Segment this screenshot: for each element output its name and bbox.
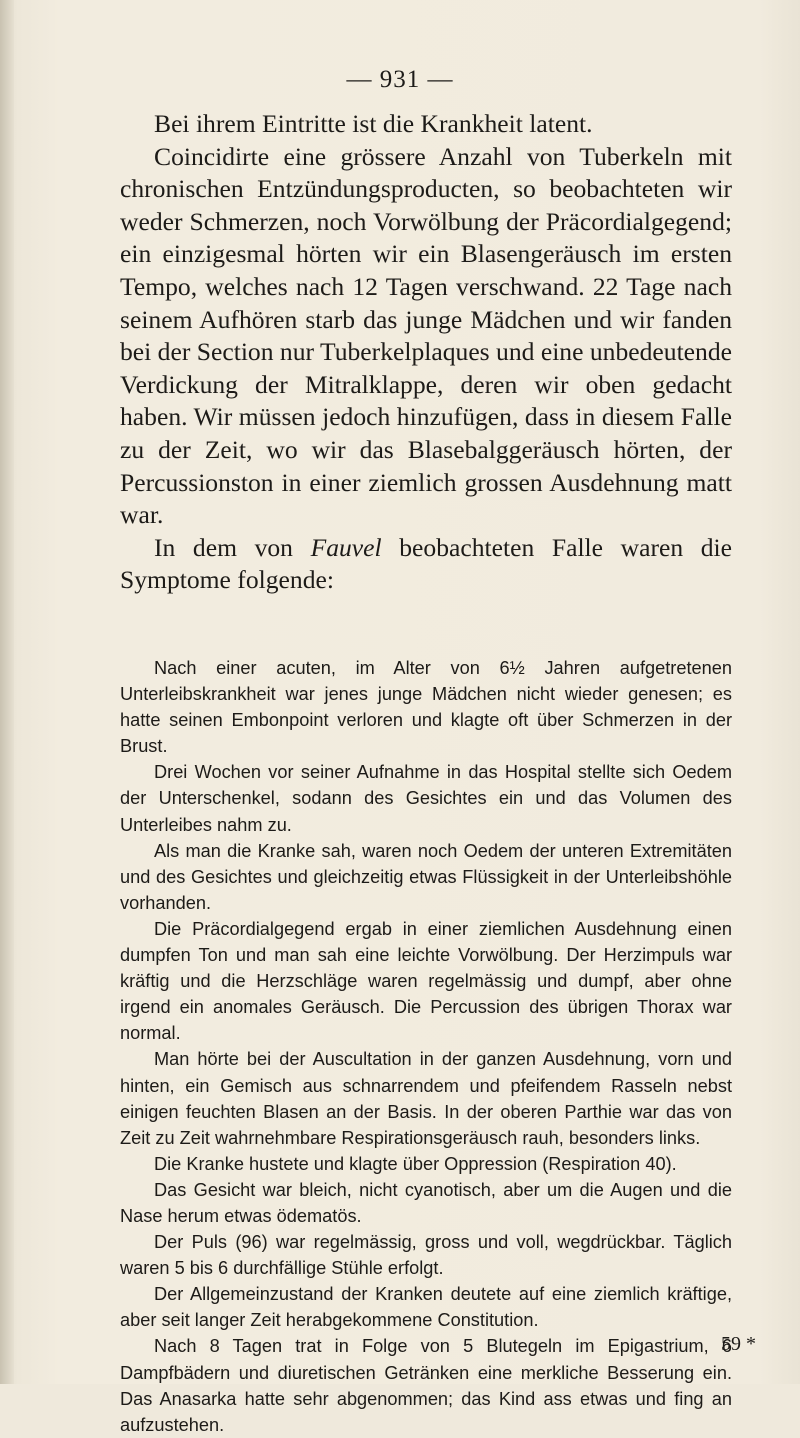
case-report — [120, 655, 732, 1438]
fauvel-intro: In dem von — [154, 532, 293, 562]
paragraph-fauvel — [120, 532, 732, 597]
paragraph-intro: Bei ihrem Eintritte ist die Krankheit latent. — [154, 109, 593, 138]
case-paragraph: Das Gesicht war bleich, nicht cyanotisch, aber um die Augen und die Nase herum etwas ödematös. — [120, 1179, 732, 1226]
author-name: Fauvel — [310, 532, 382, 562]
fauvel-rest: beobachteten Falle waren die Symptome folgende: — [120, 532, 733, 595]
page-number: — 931 — — [346, 66, 454, 93]
case-paragraph: Man hörte bei der Auscultation in der ganzen Ausdehnung, vorn und hinten, ein Gemisch aus schnarrendem und pfeifendem Rasseln nebst einigen feuchten Blasen an der Basis. In der oberen Parthie war das von Zeit zu Zeit wahrnehmbare Respirationsgeräusch rauh, besonders links. — [120, 1049, 732, 1148]
paragraph-tuberkeln: Coincidirte eine grössere Anzahl von Tuberkeln mit chronischen Entzündungsproducten, so beobachteten wir weder Schmerzen, noch Vorwölbung der Präcordialgegend; ein einzigesmal hörten wir ein Blasengeräusch im ersten Tempo, welches nach 12 Tagen verschwand. 22 Tage nach seinem Aufhören starb das junge Mädchen und wir fanden bei der Section nur Tuberkelplaques und eine unbedeutende Verdickung der Mitralklappe, deren wir oben gedacht haben. Wir müssen jedoch hinzufügen, dass in diesem Falle zu der Zeit, wo wir das Blasebalggeräusch hörten, der Percussionston in einer ziemlich grossen Ausdehnung matt war. — [120, 141, 732, 530]
case-paragraph: Die Kranke hustete und klagte über Oppression (Respiration 40). — [154, 1153, 677, 1174]
page-gutter — [0, 0, 14, 1384]
case-paragraph: Als man die Kranke sah, waren noch Oedem der unteren Extremitäten und des Gesichtes und gleichzeitig etwas Flüssigkeit in der Unterleibshöhle vorhanden. — [120, 840, 732, 913]
case-paragraph: Drei Wochen vor seiner Aufnahme in das Hospital stellte sich Oedem der Unterschenkel, sodann des Gesichtes ein und das Volumen des Unterleibes nahm zu. — [120, 762, 732, 835]
signature-mark: 59 * — [721, 1333, 756, 1355]
case-paragraph: Nach einer acuten, im Alter von 6½ Jahren aufgetretenen Unterleibskrankheit war jenes junge Mädchen nicht wieder genesen; es hatte seinen Embonpoint verloren und klagte oft über Schmerzen in der Brust. — [120, 658, 732, 757]
case-paragraph: Der Puls (96) war regelmässig, gross und voll, wegdrückbar. Täglich waren 5 bis 6 durchfällige Stühle erfolgt. — [120, 1232, 732, 1279]
case-paragraph: Der Allgemeinzustand der Kranken deutete auf eine ziemlich kräftige, aber seit langer Zeit herabgekommene Constitution. — [120, 1284, 732, 1331]
case-paragraph: Nach 8 Tagen trat in Folge von 5 Blutegeln im Epigastrium, 6 Dampfbädern und diuretischen Getränken eine merkliche Besserung ein. Das Anasarka hatte sehr abgenommen; das Kind ass etwas und fing an aufzustehen. — [120, 1336, 732, 1435]
case-paragraph: Die Präcordialgegend ergab in einer ziemlichen Ausdehnung einen dumpfen Ton und man sah eine leichte Vorwölbung. Der Herzimpuls war kräftig und die Herzschläge waren regelmässig und dumpf, aber ohne irgend ein anomales Geräusch. Die Percussion des übrigen Thorax war normal. — [120, 918, 732, 1044]
main-text — [120, 108, 732, 597]
